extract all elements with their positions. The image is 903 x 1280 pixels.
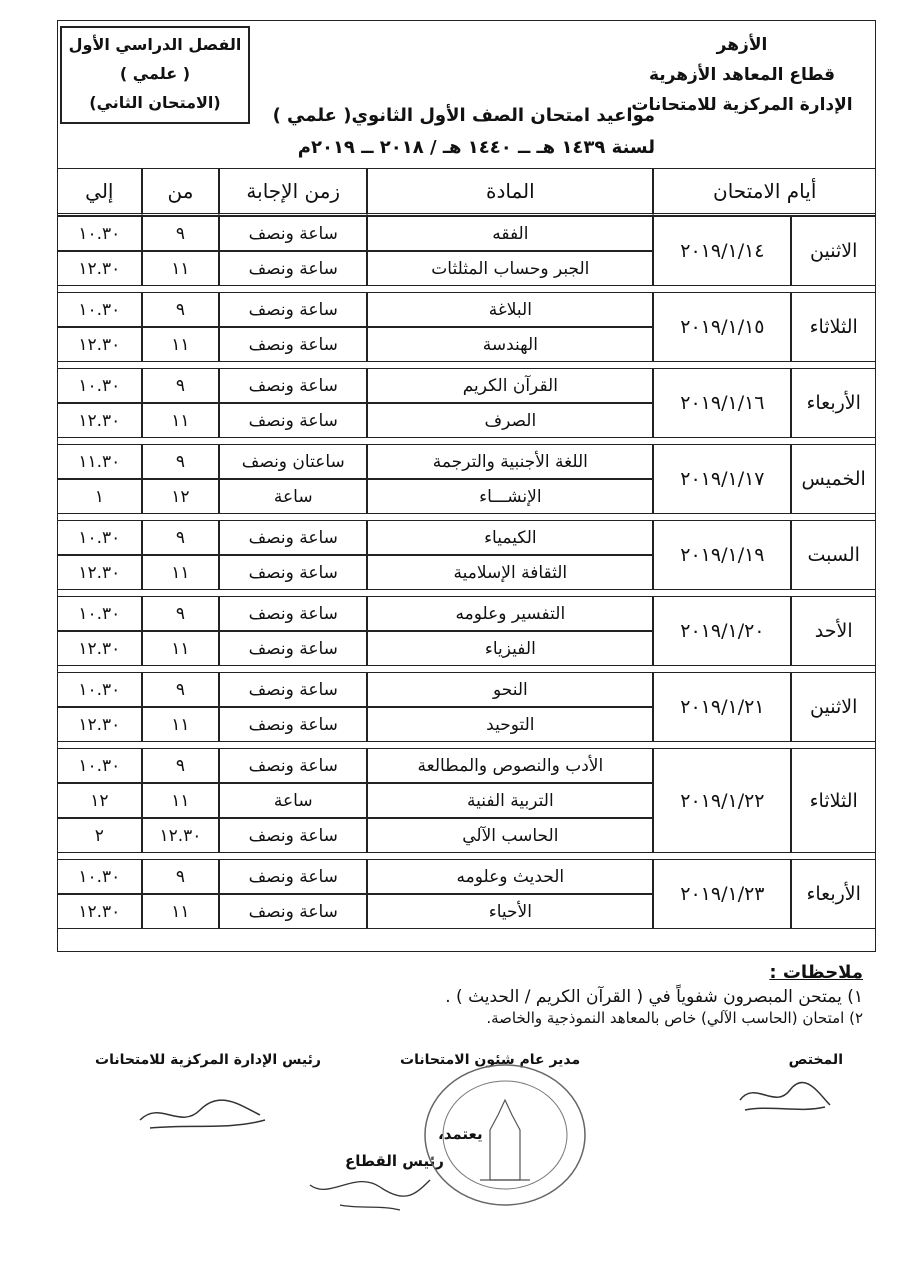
- exam-schedule-table-wrapper: [57, 168, 876, 929]
- approved-label: يعتمد،: [438, 1125, 483, 1143]
- note-1: ١) يمتحن المبصرون شفوياً في ( القرآن الكريم / الحديث ) .: [445, 987, 863, 1007]
- duration-cell: ساعة ونصف: [219, 216, 367, 251]
- duration-cell: ساعة ونصف: [219, 368, 367, 403]
- to-cell: ١: [57, 479, 142, 514]
- day-cell: الخميس: [791, 444, 876, 514]
- handwritten-signature-central-head: [130, 1090, 270, 1140]
- subject-cell: الحاسب الآلي: [367, 818, 653, 853]
- duration-cell: ساعة ونصف: [219, 672, 367, 707]
- to-cell: ١٢.٣٠: [57, 403, 142, 438]
- header-duration: زمن الإجابة: [219, 168, 367, 216]
- note-2: ٢) امتحان (الحاسب الآلي) خاص بالمعاهد النموذجية والخاصة.: [486, 1009, 863, 1027]
- from-cell: ١١: [142, 251, 220, 286]
- from-cell: ٩: [142, 672, 220, 707]
- subject-cell: الجبر وحساب المثلثات: [367, 251, 653, 286]
- signature-central-head-label: رئيس الإدارة المركزية للامتحانات: [95, 1052, 321, 1068]
- subject-cell: الأدب والنصوص والمطالعة: [367, 748, 653, 783]
- day-cell: الأربعاء: [791, 859, 876, 929]
- duration-cell: ساعة ونصف: [219, 403, 367, 438]
- duration-cell: ساعة ونصف: [219, 748, 367, 783]
- date-cell: ٢٠١٩/١/٢٠: [653, 596, 791, 666]
- date-cell: ٢٠١٩/١/١٥: [653, 292, 791, 362]
- from-cell: ١١: [142, 403, 220, 438]
- subject-cell: التفسير وعلومه: [367, 596, 653, 631]
- from-cell: ١٢.٣٠: [142, 818, 220, 853]
- table-row: [57, 748, 876, 783]
- header-from: من: [142, 168, 220, 216]
- subject-cell: اللغة الأجنبية والترجمة: [367, 444, 653, 479]
- signature-specialist-label: المختص: [788, 1052, 843, 1068]
- to-cell: ١٠.٣٠: [57, 292, 142, 327]
- duration-cell: ساعة ونصف: [219, 520, 367, 555]
- from-cell: ١١: [142, 327, 220, 362]
- org-line-exams-admin: الإدارة المركزية للامتحانات: [631, 95, 853, 115]
- semester-box: [60, 26, 250, 124]
- header-subject: المادة: [367, 168, 653, 216]
- duration-cell: ساعة ونصف: [219, 859, 367, 894]
- subject-cell: الثقافة الإسلامية: [367, 555, 653, 590]
- duration-cell: ساعة ونصف: [219, 631, 367, 666]
- date-cell: ٢٠١٩/١/٢٢: [653, 748, 791, 853]
- date-cell: ٢٠١٩/١/١٩: [653, 520, 791, 590]
- from-cell: ١١: [142, 555, 220, 590]
- from-cell: ٩: [142, 748, 220, 783]
- to-cell: ١٢.٣٠: [57, 555, 142, 590]
- subject-cell: الفيزياء: [367, 631, 653, 666]
- from-cell: ١١: [142, 894, 220, 929]
- exam-schedule-table: [57, 168, 876, 929]
- track-label: ( علمي ): [119, 64, 191, 83]
- day-cell: السبت: [791, 520, 876, 590]
- date-cell: ٢٠١٩/١/٢١: [653, 672, 791, 742]
- table-row: [57, 216, 876, 251]
- duration-cell: ساعة ونصف: [219, 327, 367, 362]
- day-cell: الأحد: [791, 596, 876, 666]
- official-stamp-icon: [420, 1060, 590, 1210]
- to-cell: ١٠.٣٠: [57, 672, 142, 707]
- duration-cell: ساعة ونصف: [219, 894, 367, 929]
- subject-cell: الكيمياء: [367, 520, 653, 555]
- table-header-row: [57, 168, 876, 216]
- table-row: [57, 859, 876, 894]
- subject-cell: التربية الفنية: [367, 783, 653, 818]
- table-row: [57, 520, 876, 555]
- day-cell: الثلاثاء: [791, 292, 876, 362]
- to-cell: ١٢.٣٠: [57, 631, 142, 666]
- from-cell: ١١: [142, 707, 220, 742]
- day-cell: الاثنين: [791, 672, 876, 742]
- notes-heading: ملاحظات :: [769, 962, 863, 983]
- to-cell: ٢: [57, 818, 142, 853]
- signature-sector-head-label: رئيس القطاع: [345, 1152, 444, 1170]
- to-cell: ١٢: [57, 783, 142, 818]
- header-to: إلي: [57, 168, 142, 216]
- table-row: [57, 444, 876, 479]
- org-line-azhar: الأزهر: [716, 35, 768, 55]
- date-cell: ٢٠١٩/١/١٦: [653, 368, 791, 438]
- duration-cell: ساعة: [219, 783, 367, 818]
- duration-cell: ساعة ونصف: [219, 555, 367, 590]
- to-cell: ١٢.٣٠: [57, 707, 142, 742]
- from-cell: ٩: [142, 292, 220, 327]
- subject-cell: الإنشـــاء: [367, 479, 653, 514]
- subject-cell: الهندسة: [367, 327, 653, 362]
- from-cell: ١٢: [142, 479, 220, 514]
- table-row: [57, 672, 876, 707]
- from-cell: ٩: [142, 859, 220, 894]
- to-cell: ١٠.٣٠: [57, 596, 142, 631]
- date-cell: ٢٠١٩/١/٢٣: [653, 859, 791, 929]
- from-cell: ٩: [142, 596, 220, 631]
- subject-cell: البلاغة: [367, 292, 653, 327]
- subject-cell: الفقه: [367, 216, 653, 251]
- document-title-block: [255, 100, 655, 164]
- to-cell: ١١.٣٠: [57, 444, 142, 479]
- date-cell: ٢٠١٩/١/١٤: [653, 216, 791, 286]
- to-cell: ١٠.٣٠: [57, 859, 142, 894]
- duration-cell: ساعة ونصف: [219, 596, 367, 631]
- day-cell: الاثنين: [791, 216, 876, 286]
- from-cell: ٩: [142, 520, 220, 555]
- subject-cell: القرآن الكريم: [367, 368, 653, 403]
- duration-cell: ساعة ونصف: [219, 818, 367, 853]
- duration-cell: ساعتان ونصف: [219, 444, 367, 479]
- from-cell: ٩: [142, 444, 220, 479]
- handwritten-signature-specialist: [730, 1075, 840, 1120]
- org-line-sector: قطاع المعاهد الأزهرية: [648, 65, 836, 85]
- subject-cell: الصرف: [367, 403, 653, 438]
- table-body: [57, 216, 876, 929]
- to-cell: ١٠.٣٠: [57, 216, 142, 251]
- table-row: [57, 596, 876, 631]
- subject-cell: النحو: [367, 672, 653, 707]
- from-cell: ١١: [142, 783, 220, 818]
- duration-cell: ساعة ونصف: [219, 292, 367, 327]
- document-title: مواعيد امتحان الصف الأول الثانوي( علمي ): [272, 105, 655, 126]
- to-cell: ١٢.٣٠: [57, 894, 142, 929]
- from-cell: ٩: [142, 216, 220, 251]
- to-cell: ١٢.٣٠: [57, 251, 142, 286]
- from-cell: ١١: [142, 631, 220, 666]
- day-cell: الثلاثاء: [791, 748, 876, 853]
- semester-label: الفصل الدراسي الأول: [68, 35, 242, 54]
- to-cell: ١٠.٣٠: [57, 748, 142, 783]
- day-cell: الأربعاء: [791, 368, 876, 438]
- duration-cell: ساعة ونصف: [219, 707, 367, 742]
- signature-general-manager-label: مدير عام شئون الامتحانات: [400, 1052, 581, 1068]
- date-cell: ٢٠١٩/١/١٧: [653, 444, 791, 514]
- header-days: أيام الامتحان: [653, 168, 876, 216]
- handwritten-signature-sector-head: [300, 1165, 440, 1215]
- table-row: [57, 368, 876, 403]
- table-row: [57, 292, 876, 327]
- from-cell: ٩: [142, 368, 220, 403]
- duration-cell: ساعة ونصف: [219, 251, 367, 286]
- to-cell: ١٢.٣٠: [57, 327, 142, 362]
- subject-cell: الأحياء: [367, 894, 653, 929]
- academic-year: لسنة ١٤٣٩ هـ ــ ١٤٤٠ هـ / ٢٠١٨ ــ ٢٠١٩م: [297, 137, 655, 158]
- to-cell: ١٠.٣٠: [57, 368, 142, 403]
- exam-round-label: (الامتحان الثاني): [89, 93, 221, 112]
- subject-cell: التوحيد: [367, 707, 653, 742]
- to-cell: ١٠.٣٠: [57, 520, 142, 555]
- subject-cell: الحديث وعلومه: [367, 859, 653, 894]
- duration-cell: ساعة: [219, 479, 367, 514]
- notes-section: [63, 962, 863, 1027]
